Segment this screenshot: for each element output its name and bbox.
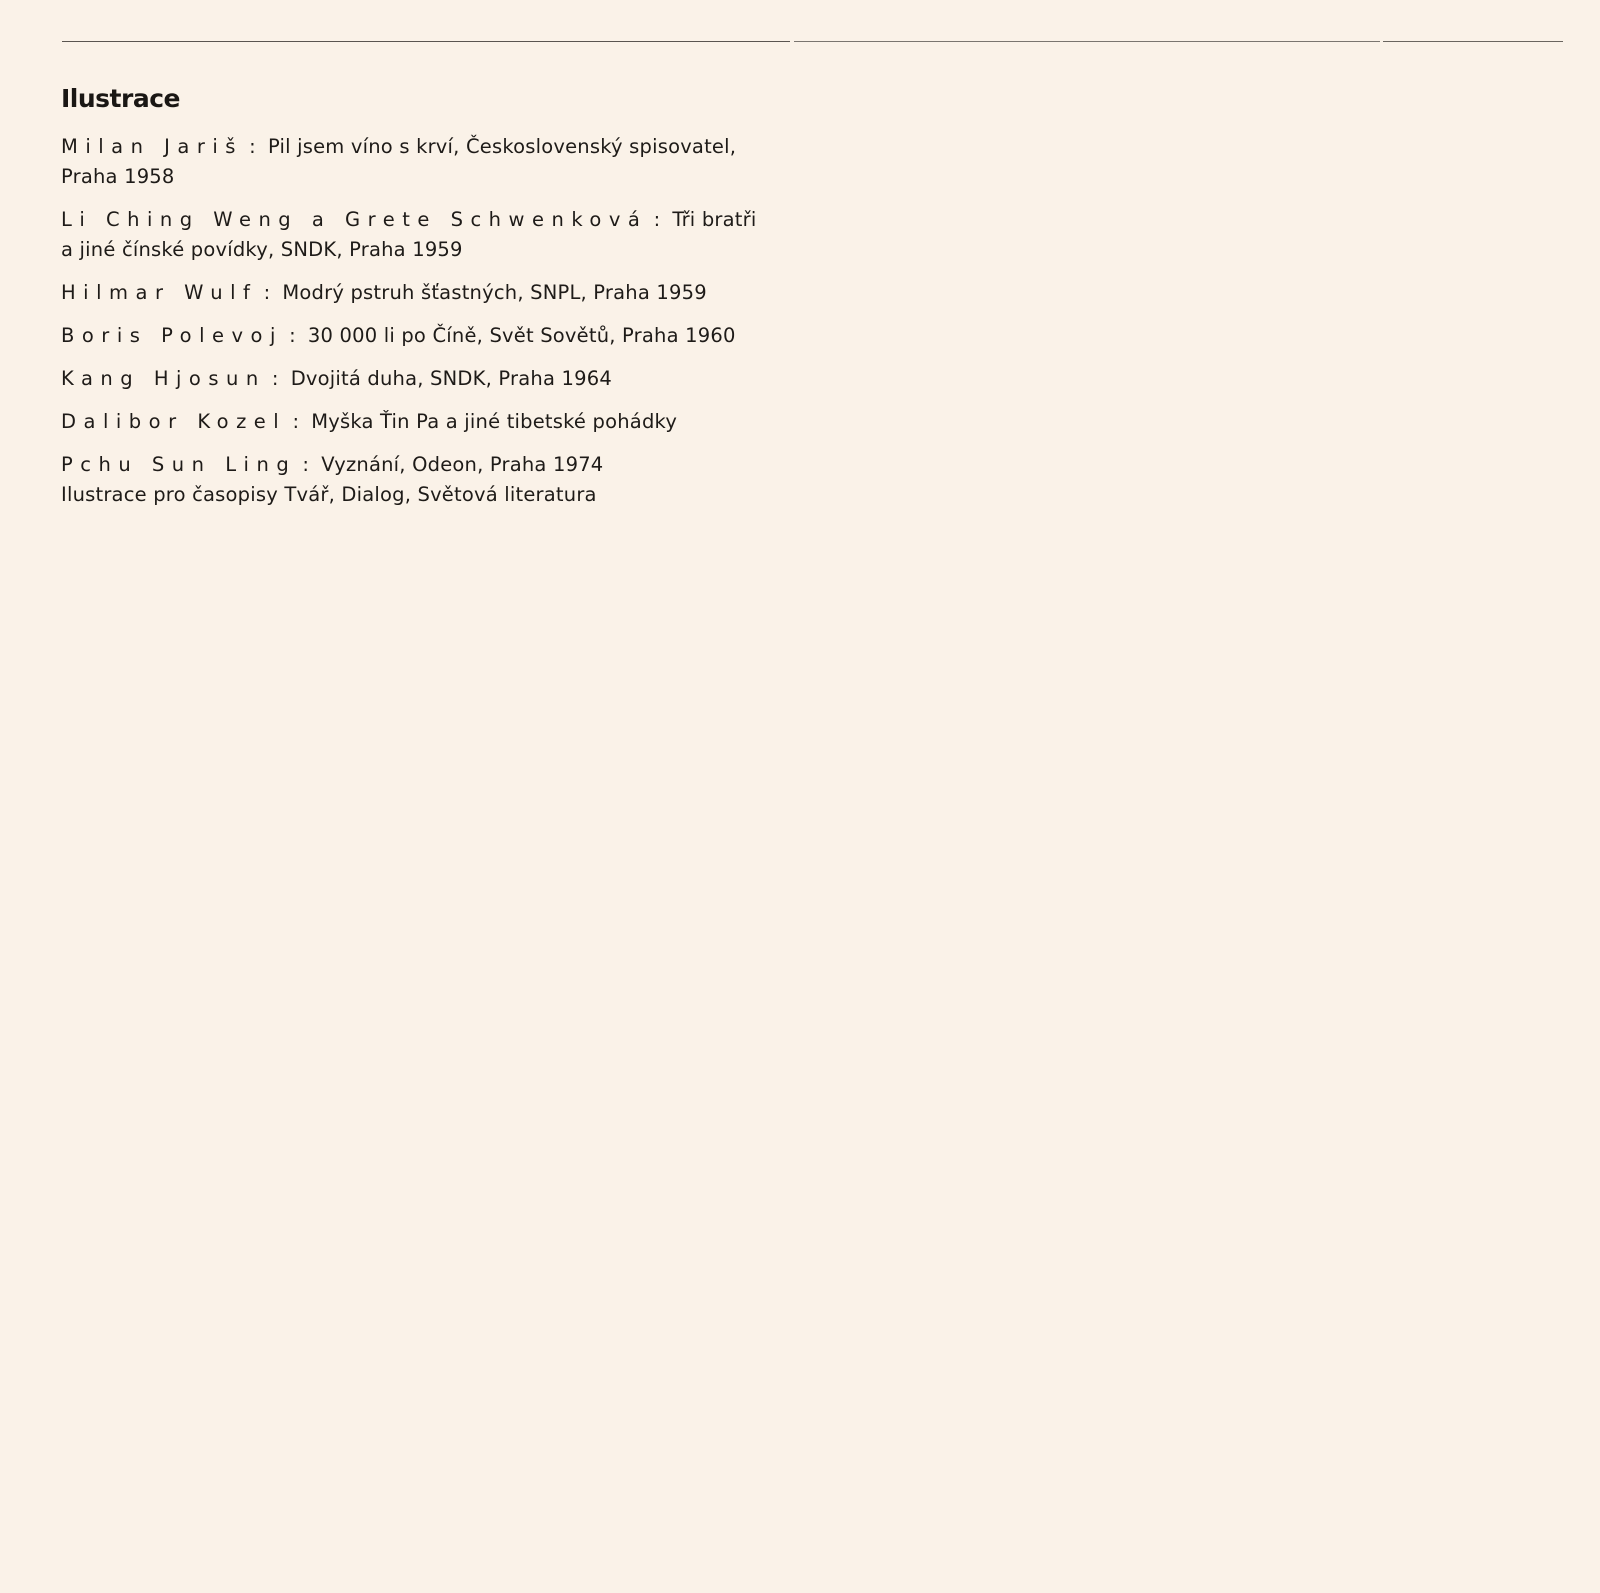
entry-title: Modrý pstruh šťastných, SNPL, Praha 1959 <box>282 281 707 304</box>
list-item <box>61 321 791 351</box>
entry-separator: : <box>271 367 285 390</box>
entry-separator: : <box>289 324 302 347</box>
list-item <box>61 132 791 192</box>
entry-title: Myška Ťin Pa a jiné tibetské pohádky <box>311 410 678 433</box>
entry-author: Kang Hjosun <box>61 367 266 390</box>
entry-separator: : <box>292 410 306 433</box>
entry-author: Li Ching Weng a Grete Schwenková <box>61 208 648 231</box>
list-item <box>61 205 791 265</box>
top-rule-middle <box>794 41 1380 42</box>
entry-separator: : <box>302 453 315 476</box>
entry-separator: : <box>263 281 277 304</box>
list-item <box>61 278 791 308</box>
list-item <box>61 364 791 394</box>
entry-author: Boris Polevoj <box>61 324 283 347</box>
list-item <box>61 450 791 480</box>
entry-title: Vyznání, Odeon, Praha 1974 <box>321 453 604 476</box>
entry-title: 30 000 li po Číně, Svět Sovětů, Praha 1960 <box>307 324 736 347</box>
section-heading: Ilustrace <box>61 84 180 113</box>
entry-continuation: a jiné čínské povídky, SNDK, Praha 1959 <box>61 238 463 261</box>
entry-author: Hilmar Wulf <box>61 281 258 304</box>
entry-title: Dvojitá duha, SNDK, Praha 1964 <box>290 367 612 390</box>
entry-author: Pchu Sun Ling <box>61 453 297 476</box>
entry-author: Milan Jariš <box>61 135 243 158</box>
entry-continuation: Praha 1958 <box>61 165 175 188</box>
entry-title: Pil jsem víno s krví, Československý spisovatel, <box>267 135 737 158</box>
entry-author: Dalibor Kozel <box>61 410 287 433</box>
entry-separator: : <box>249 135 262 158</box>
magazine-note: Ilustrace pro časopisy Tvář, Dialog, Světová literatura <box>61 483 597 506</box>
entry-title: Tři bratři <box>672 208 757 231</box>
list-item <box>61 407 791 437</box>
top-rule-left <box>62 41 790 42</box>
top-rule-right <box>1383 41 1563 42</box>
entry-separator: : <box>653 208 667 231</box>
bibliography-list <box>61 132 791 510</box>
